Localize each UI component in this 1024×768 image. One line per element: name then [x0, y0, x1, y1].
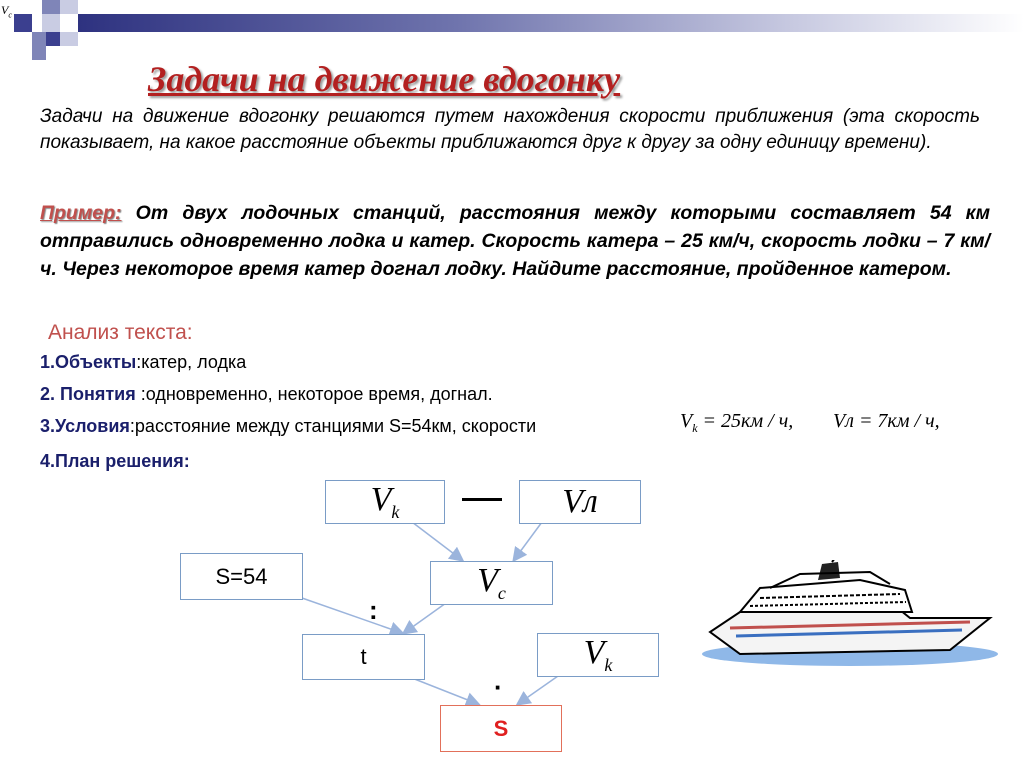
- ship-illustration: [700, 560, 1000, 670]
- arrow-vl-to-vc: [514, 522, 542, 560]
- box-vc: $V_c$: [430, 561, 553, 605]
- analysis-item-objects: 1.Объекты:катер, лодка: [40, 352, 247, 372]
- box-result-s: S: [440, 705, 562, 752]
- intro-paragraph: Задачи на движение вдогонку решаются путем нахождения скорости приближения (эта скорость показывает, на какое расстояние объекты приближаются друг к другу за одну единицу времени).: [40, 106, 980, 153]
- box-vk-top: $V_k$: [325, 480, 445, 524]
- analysis-item-conditions: 3.Условия:расстояние между станциями S=54км, скорости: [40, 416, 537, 436]
- multiplication-sign: ·: [494, 672, 503, 702]
- box-s54: S=54: [180, 553, 303, 600]
- corner-label: $V_c$: [1, 3, 12, 20]
- analysis-item-concepts: 2. Понятия :одновременно, некоторое время, догнал.: [40, 384, 493, 404]
- box-vk-bottom: $V_k$: [537, 633, 659, 677]
- arrow-t-to-s: [412, 678, 478, 704]
- box-t: t: [302, 634, 425, 680]
- box-vl: Vл: [519, 480, 641, 524]
- arrow-vk2-to-s: [518, 676, 558, 704]
- division-sign-1: :: [369, 595, 378, 625]
- arrow-vc-to-t: [404, 603, 446, 633]
- formula-vk: $V_k = 25км / ч$,: [680, 410, 794, 435]
- example-label: Пример:: [40, 202, 122, 224]
- example-text: От двух лодочных станций, расстояния между которыми составляет 54 км отправились одновременно лодка и катер. Скорость катера – 25 км/ч, скорость лодки – 7 км/ч. Через некоторое время катер догнал лодку. Найдите расстояние, пройденное катером.: [40, 202, 990, 280]
- analysis-heading: Анализ текста:: [48, 321, 193, 344]
- minus-sign: [462, 498, 502, 501]
- analysis-item-plan: 4.План решения:: [40, 451, 190, 471]
- arrow-s54-to-t: [302, 595, 402, 633]
- slide-title: Задачи на движение вдогонку: [148, 59, 621, 99]
- arrow-vk-to-vc: [412, 522, 462, 560]
- formula-vl: Vл = 7км / ч,: [833, 410, 940, 432]
